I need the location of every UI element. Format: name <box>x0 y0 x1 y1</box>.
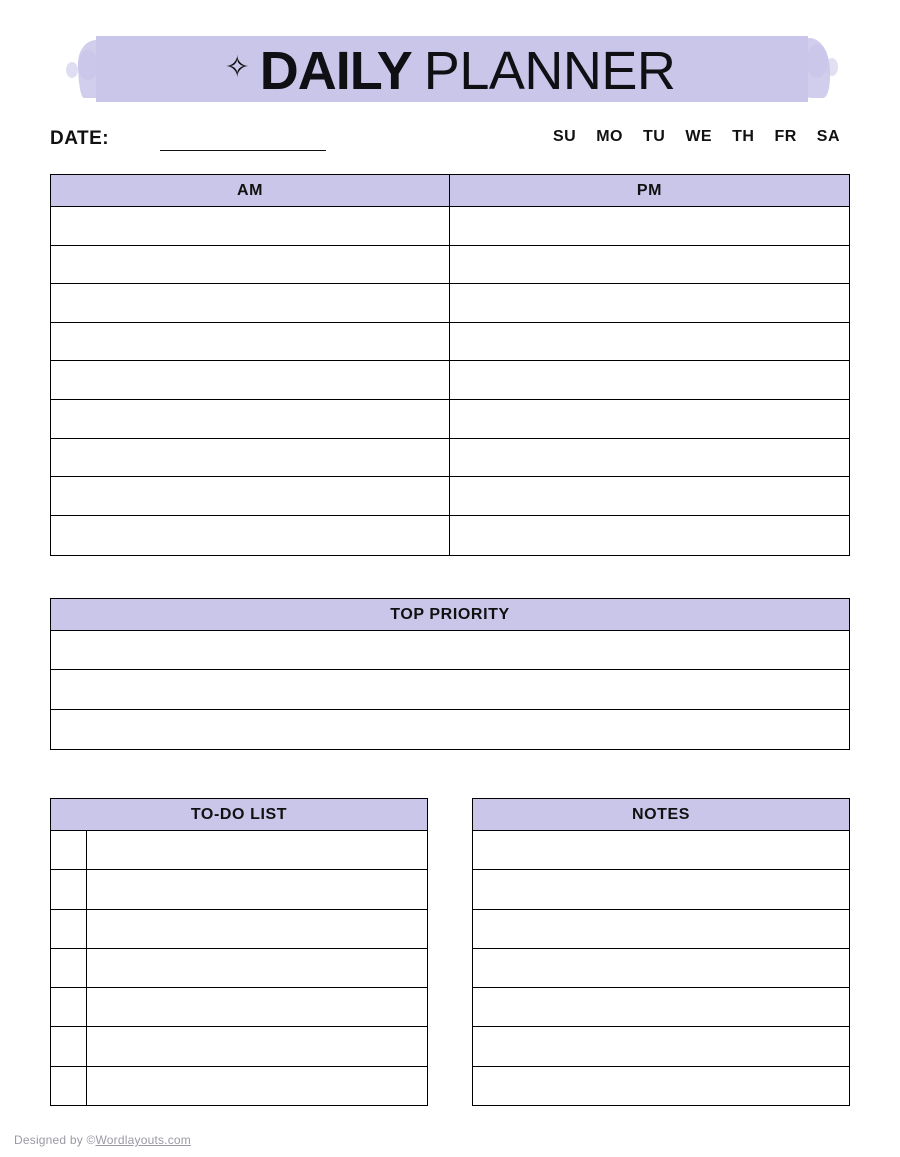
todo-item-text[interactable] <box>87 949 427 987</box>
schedule-pm-row[interactable] <box>450 207 849 246</box>
schedule-pm-rows <box>450 207 849 554</box>
schedule-am-rows <box>51 207 449 554</box>
schedule-pm-row[interactable] <box>450 400 849 439</box>
schedule-am-row[interactable] <box>51 439 449 478</box>
todo-list-item[interactable] <box>51 1067 427 1106</box>
todo-list-item[interactable] <box>51 831 427 870</box>
footer-credit <box>14 1133 191 1147</box>
notes-row[interactable] <box>473 949 849 988</box>
footer-prefix: Designed by © <box>14 1133 96 1147</box>
schedule-am-header: AM <box>51 175 449 207</box>
date-input-line[interactable] <box>160 150 326 151</box>
weekday-mo[interactable]: MO <box>596 128 623 145</box>
page-title-bold: DAILY <box>259 41 412 101</box>
schedule-column-pm <box>450 175 849 555</box>
date-label: DATE: <box>50 128 110 149</box>
weekday-tu[interactable]: TU <box>643 128 666 145</box>
todo-checkbox[interactable] <box>51 831 87 869</box>
top-priority-row[interactable] <box>51 631 849 670</box>
weekday-we[interactable]: WE <box>685 128 713 145</box>
page-title-light: PLANNER <box>423 41 676 101</box>
todo-item-text[interactable] <box>87 870 427 908</box>
todo-list-item[interactable] <box>51 1027 427 1066</box>
todo-checkbox[interactable] <box>51 949 87 987</box>
sparkle-icon: ✧ <box>224 51 250 84</box>
footer-brand-link[interactable]: Wordlayouts.com <box>95 1133 191 1147</box>
todo-item-text[interactable] <box>87 1067 427 1106</box>
todo-list-item[interactable] <box>51 988 427 1027</box>
schedule-pm-row[interactable] <box>450 361 849 400</box>
schedule-am-row[interactable] <box>51 207 449 246</box>
todo-list-item[interactable] <box>51 870 427 909</box>
todo-checkbox[interactable] <box>51 1067 87 1106</box>
weekday-selector <box>553 128 840 146</box>
notes-row[interactable] <box>473 831 849 870</box>
schedule-pm-row[interactable] <box>450 323 849 362</box>
top-priority-row[interactable] <box>51 670 849 709</box>
todo-item-text[interactable] <box>87 1027 427 1065</box>
todo-list-header: TO-DO LIST <box>51 799 427 831</box>
schedule-pm-header: PM <box>450 175 849 207</box>
schedule-am-row[interactable] <box>51 361 449 400</box>
notes-header: NOTES <box>473 799 849 831</box>
todo-checkbox[interactable] <box>51 910 87 948</box>
schedule-am-row[interactable] <box>51 246 449 285</box>
schedule-am-row[interactable] <box>51 284 449 323</box>
todo-checkbox[interactable] <box>51 1027 87 1065</box>
notes-row[interactable] <box>473 1067 849 1106</box>
schedule-table <box>50 174 850 556</box>
schedule-am-row[interactable] <box>51 477 449 516</box>
notes-row[interactable] <box>473 870 849 909</box>
todo-item-text[interactable] <box>87 831 427 869</box>
schedule-am-row[interactable] <box>51 516 449 555</box>
notes-section <box>472 798 850 1106</box>
weekday-th[interactable]: TH <box>732 128 755 145</box>
schedule-am-row[interactable] <box>51 400 449 439</box>
todo-item-text[interactable] <box>87 988 427 1026</box>
notes-row[interactable] <box>473 1027 849 1066</box>
schedule-am-row[interactable] <box>51 323 449 362</box>
top-priority-row[interactable] <box>51 710 849 749</box>
schedule-pm-row[interactable] <box>450 477 849 516</box>
top-priority-section <box>50 598 850 750</box>
weekday-sa[interactable]: SA <box>816 128 840 145</box>
todo-checkbox[interactable] <box>51 988 87 1026</box>
schedule-pm-row[interactable] <box>450 284 849 323</box>
schedule-column-am <box>51 175 450 555</box>
todo-item-text[interactable] <box>87 910 427 948</box>
schedule-pm-row[interactable] <box>450 516 849 555</box>
todo-list-item[interactable] <box>51 949 427 988</box>
todo-list-section <box>50 798 428 1106</box>
weekday-su[interactable]: SU <box>552 128 577 145</box>
weekday-fr[interactable]: FR <box>774 128 797 145</box>
todo-checkbox[interactable] <box>51 870 87 908</box>
schedule-pm-row[interactable] <box>450 246 849 285</box>
date-row <box>50 126 850 154</box>
top-priority-header: TOP PRIORITY <box>51 599 849 631</box>
todo-list-item[interactable] <box>51 910 427 949</box>
notes-row[interactable] <box>473 910 849 949</box>
page-title <box>0 40 900 102</box>
schedule-pm-row[interactable] <box>450 439 849 478</box>
notes-row[interactable] <box>473 988 849 1027</box>
